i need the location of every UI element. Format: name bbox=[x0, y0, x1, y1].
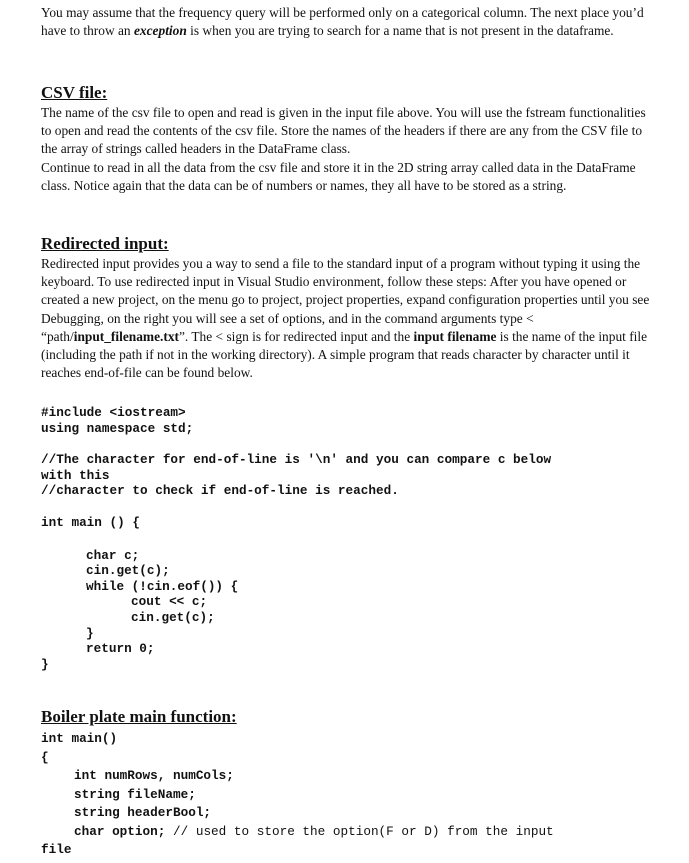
csv-heading: CSV file: bbox=[41, 83, 108, 102]
code-line: using namespace std; bbox=[41, 420, 194, 436]
redirect-paragraph bbox=[41, 255, 651, 382]
code-text: char option; bbox=[74, 823, 166, 839]
code-block-boilerplate bbox=[41, 731, 554, 857]
redirect-text-a: Redirected input provides you a way to send a file to the standard input of a program without typing it using the keyboard. To use redirected input in Visual Studio environment, follow these steps: After you have opened or created a new project, on the menu go to project, project properties, expand configuration properties until you see Debugging, on the right you will see a set of options, and in the command arguments type < “path/ bbox=[41, 256, 650, 344]
code-line: string headerBool; bbox=[74, 805, 212, 821]
code-line: int main() bbox=[41, 731, 118, 746]
code-line: file bbox=[41, 841, 72, 857]
code-line: { bbox=[41, 749, 49, 765]
exception-emphasis: exception bbox=[133, 23, 187, 39]
intro-text-end: is when you are trying to search for a name that is not present in the dataframe. bbox=[186, 23, 614, 39]
code-comment-line: with this bbox=[41, 467, 110, 483]
input-filename-label-bold: input filename bbox=[413, 328, 497, 344]
code-line: cout << c; bbox=[131, 594, 208, 610]
redirect-heading: Redirected input: bbox=[41, 234, 169, 253]
csv-section bbox=[41, 104, 651, 195]
code-line bbox=[41, 824, 554, 840]
code-line: #include <iostream> bbox=[41, 405, 186, 420]
input-filename-bold: input_filename.txt bbox=[73, 328, 179, 344]
code-line: int numRows, numCols; bbox=[74, 768, 234, 784]
intro-paragraph bbox=[41, 4, 651, 40]
code-line: } bbox=[41, 656, 49, 672]
code-line: } bbox=[86, 625, 94, 641]
code-block-sample bbox=[41, 405, 551, 672]
csv-paragraph-2: Continue to read in all the data from the csv file and store it in the 2D string array called data in the DataFrame class. Notice again that the data can be of numbers or names, they all have to be stored as a string. bbox=[41, 159, 636, 193]
code-line: int main () { bbox=[41, 514, 140, 530]
code-line: return 0; bbox=[86, 641, 155, 657]
csv-paragraph-1: The name of the csv file to open and read is given in the input file above. You will use the fstream functionalities to open and read the contents of the csv file. Store the names of the headers if there are any from the CSV file to the array of strings called headers in the DataFrame class. bbox=[41, 105, 646, 157]
code-line: cin.get(c); bbox=[86, 563, 170, 579]
code-line: string fileName; bbox=[74, 786, 196, 802]
code-line: while (!cin.eof()) { bbox=[86, 578, 239, 594]
code-line: cin.get(c); bbox=[131, 609, 215, 625]
redirect-text-d: is the name of the input file (including the path if not in the working directory). A simple program that reads character by character until it reaches end-of-file can be found below. bbox=[41, 328, 648, 381]
intro-text: You may assume that the frequency query will be performed only on a categorical column. The next place you’d have to throw an bbox=[41, 5, 644, 39]
code-comment: // used to store the option(F or D) from the input bbox=[165, 823, 554, 839]
code-line: char c; bbox=[86, 547, 140, 563]
code-comment-line: //The character for end-of-line is '\n' and you can compare c below bbox=[41, 452, 552, 468]
code-comment-line: //character to check if end-of-line is reached. bbox=[41, 483, 399, 499]
boilerplate-heading: Boiler plate main function: bbox=[41, 707, 237, 726]
redirect-text-c: ”. The < sign is for redirected input and the bbox=[178, 328, 414, 344]
